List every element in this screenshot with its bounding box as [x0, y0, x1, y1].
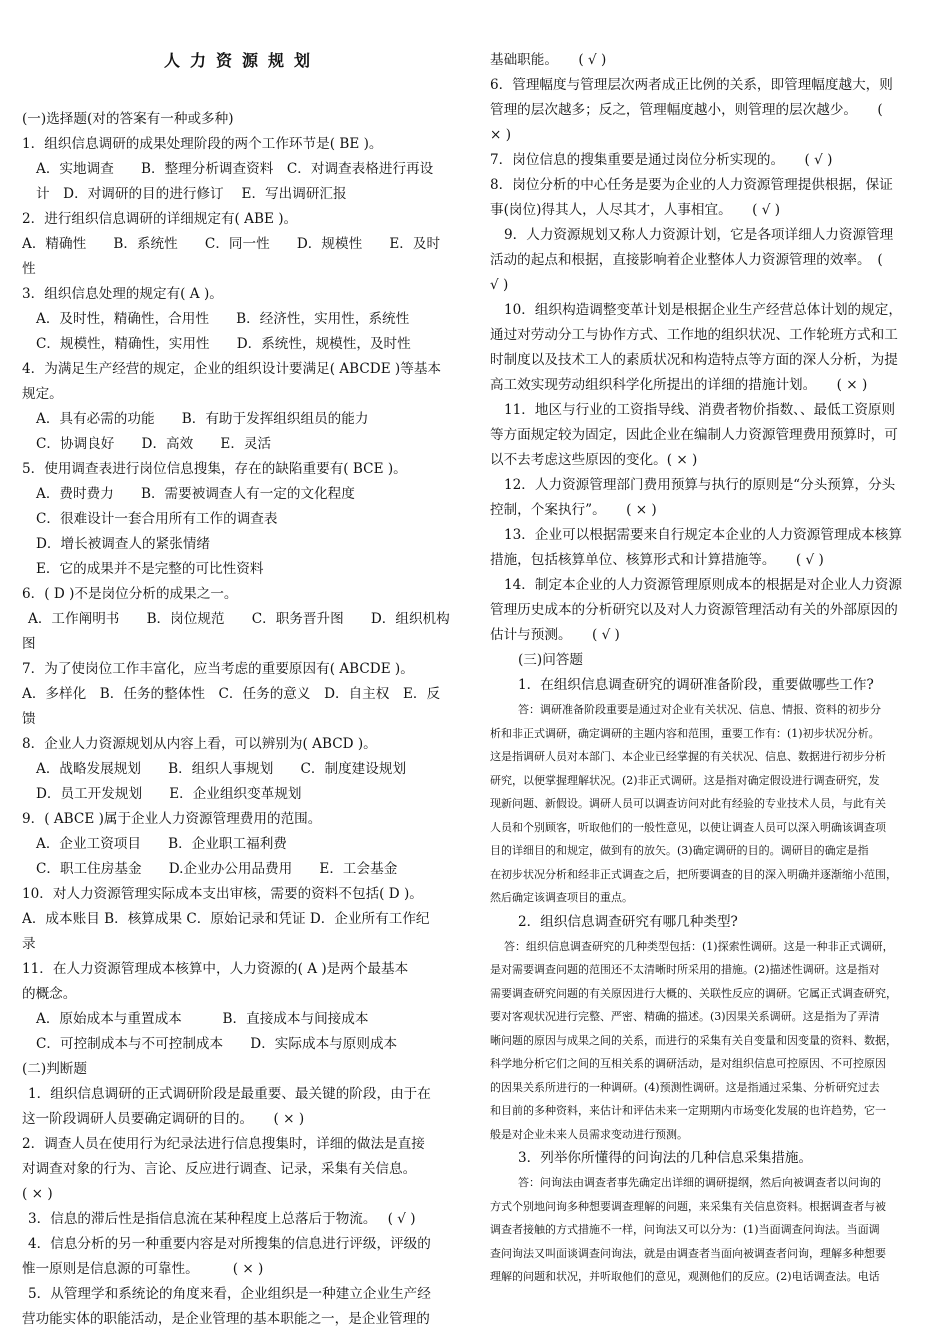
text-line: 图: [22, 636, 36, 652]
answer-text-line: 在初步状况分析和经非正式调查之后，把所要调查的目的深入明确并逐渐缩小范围，: [490, 867, 897, 881]
text-line: A．实地调查 B．整理分析调查资料 C．对调查表格进行再设: [36, 161, 434, 177]
text-line: 时制度以及技术工人的素质状况和构造特点等方面的深人分析，为提: [490, 352, 898, 368]
text-line: [22, 82, 462, 107]
text-line: A．具有必需的功能 B．有助于发挥组织组员的能力: [36, 411, 369, 427]
text-line: 11．在人力资源管理成本核算中，人力资源的( A )是两个最基本: [22, 961, 409, 977]
answer-text-line: 理解的问题和状况，并听取他们的意见，观测他们的反应。(2)电话调查法。电话: [490, 1270, 880, 1283]
answer-text-line: 现新问题、新假设。调研人员可以调查访问对此有经验的专业技术人员，与此有关: [490, 797, 886, 810]
text-line: A．及时性，精确性，合用性 B．经济性，实用性，系统性: [36, 311, 410, 327]
text-line: 惟一原则是信息源的可靠性。 ( × ): [22, 1261, 264, 1277]
text-line: ( × ): [22, 1186, 53, 1202]
text-line: 10．组织构造调整变革计划是根据企业生产经营总体计划的规定，: [504, 302, 902, 318]
text-line: 对调查对象的行为、言论、反应进行调查、记录，采集有关信息。: [22, 1161, 417, 1177]
text-line: 估计与预测。 ( √ ): [490, 627, 620, 643]
text-line: 通过对劳动分工与协作方式、工作地的组织状况、工作轮班方式和工: [490, 327, 898, 343]
text-line: C．协调良好 D．高效 E．灵活: [36, 436, 272, 452]
text-line: 13．企业可以根据需要来自行规定本企业的人力资源管理成本核算: [504, 527, 902, 543]
text-line: 以不去考虑这些原因的变化。( × ): [490, 452, 698, 468]
answer-text-line: 的因果关系所进行的一种调研。(4)预测性调研。这是指通过采集、分析研究过去: [490, 1080, 880, 1094]
text-line: C．规模性，精确性，实用性 D．系统性，规模性，及时性: [36, 336, 411, 352]
answer-text-line: 析和非正式调研，确定调研的主题内容和范围，重要工作有：(1)初步状况分析。: [490, 726, 880, 740]
text-line: 2．进行组织信息调研的详细规定有( ABE )。: [22, 211, 298, 227]
answer-text-line: 晰问题的原因与成果之间的关系，而进行的采集有关自变量和因变量的资料、数据，: [490, 1033, 897, 1047]
text-line: 的概念。: [22, 986, 77, 1002]
text-line: √ ): [490, 277, 509, 293]
text-line: 7．岗位信息的搜集重要是通过岗位分析实现的。 ( √ ): [490, 152, 833, 168]
text-line: 2．组织信息调查研究有哪几种类型?: [518, 913, 738, 930]
text-line: 9．人力资源规划又称人力资源计划，它是各项详细人力资源管理: [504, 227, 894, 243]
answer-text-line: 和目前的多种资料，来估计和评估未来一定期期内市场变化发展的也许趋势，它一: [490, 1104, 886, 1117]
answer-text-line: 然后确定该调查项目的重点。: [490, 891, 633, 904]
text-line: E．它的成果并不是完整的可比性资料: [36, 561, 264, 577]
right-text-block: [490, 48, 930, 1289]
text-line: 事(岗位)得其人，人尽其才，人事相宜。 ( √ ): [490, 202, 780, 218]
text-line: 10．对人力资源管理实际成本支出审核，需要的资料不包括( D )。: [22, 886, 423, 902]
text-line: 11．地区与行业的工资指导线、消费者物价指数、、最低工资原则: [504, 402, 896, 418]
text-line: 5．从管理学和系统论的角度来看，企业组织是一种建立企业生产经: [28, 1286, 431, 1302]
left-column: [22, 44, 462, 1332]
answer-text-line: 研究，以便掌握理解状况。(2)非正式调研。这是指对确定假设进行调查研究，发: [490, 773, 880, 787]
text-line: × ): [490, 127, 512, 143]
text-line: 1．组织信息调研的正式调研阶段是最重要、最关键的阶段，由于在: [28, 1086, 431, 1102]
text-line: 1．组织信息调研的成果处理阶段的两个工作环节是( BE )。: [22, 136, 383, 152]
text-line: 馈: [22, 711, 36, 727]
text-line: 高工效实现劳动组织科学化所提出的详细的措施计划。 ( × ): [490, 377, 868, 393]
answer-text-line: 答：调研准备阶段重要是通过对企业有关状况、信息、情报、资料的初步分: [518, 703, 881, 716]
text-line: 12．人力资源管理部门费用预算与执行的原则是“分头预算，分头: [504, 477, 896, 493]
answer-text-line: 答：问询法由调查者事先确定出详细的调研提纲，然后向被调查者以问询的: [518, 1176, 881, 1189]
answer-text-line: 人员和个别顾客，听取他们的一般性意见，以使让调查人员可以深入明确该调查项: [490, 820, 886, 834]
text-line: (三)问答题: [518, 652, 583, 668]
text-line: D．增长被调查人的紧张情绪: [36, 536, 211, 552]
text-line: A．战略发展规划 B．组织人事规划 C．制度建设规划: [36, 761, 407, 777]
answer-text-line: 要对客观状况进行完整、严密、精确的描述。(3)因果关系调研。这是指为了弄清: [490, 1010, 880, 1023]
page-title: 人力资源规划: [163, 51, 320, 70]
text-line: 录: [22, 936, 36, 952]
text-line: A．原始成本与重置成本 B．直接成本与间接成本: [36, 1011, 369, 1027]
text-line: 1．在组织信息调查研究的调研准备阶段，重要做哪些工作?: [518, 677, 874, 693]
answer-text-line: 般是对企业未来人员需求变动进行预测。: [490, 1127, 688, 1141]
answer-text-line: 目的详细目的和规定，做到有的放矢。(3)确定调研的目的。调研目的确定是指: [490, 844, 869, 857]
text-line: 基础职能。 ( √ ): [490, 52, 607, 68]
text-line: 8．企业人力资源规划从内容上看，可以辨别为( ABCD )。: [22, 736, 377, 752]
text-line: 规定。: [22, 386, 63, 402]
text-line: 控制，个案执行”。 ( × ): [490, 502, 657, 518]
text-line: 等方面规定较为固定，因此企业在编制人力资源管理费用预算时，可: [490, 427, 898, 443]
text-line: 营功能实体的职能活动，是企业管理的基本职能之一，是企业管理的: [22, 1311, 430, 1327]
text-line: 6．( D )不是岗位分析的成果之一。: [22, 586, 238, 602]
answer-text-line: 需要调查研究问题的有关原因进行大概的、关联性反应的调研。它属正式调查研究，: [490, 986, 897, 1000]
text-line: 4．信息分析的另一种重要内容是对所搜集的信息进行评级，评级的: [28, 1236, 431, 1252]
text-line: 4．为满足生产经营的规定，企业的组织设计要满足( ABCDE )等基本: [22, 361, 442, 377]
text-line: A．多样化 B．任务的整体性 C．任务的意义 D．自主权 E．反: [22, 686, 441, 702]
left-text-block: [22, 82, 462, 1332]
text-line: A．精确性 B．系统性 C．同一性 D．规模性 E．及时: [22, 236, 441, 252]
text-line: 这一阶段调研人员要确定调研的目的。 ( × ): [22, 1111, 305, 1127]
text-line: A．费时费力 B．需要被调查人有一定的文化程度: [36, 486, 355, 502]
text-line: A．企业工资项目 B．企业职工福利费: [36, 836, 287, 852]
answer-text-line: 是对需要调查问题的范围还不太清晰时所采用的措施。(2)描述性调研。这是指对: [490, 963, 880, 976]
text-line: 性: [22, 261, 36, 277]
text-line: 8．岗位分析的中心任务是要为企业的人力资源管理提供根据，保证: [490, 177, 893, 193]
answer-text-line: 方式个别地问询多种想要调查理解的问题，来采集有关信息资料。根据调查者与被: [490, 1199, 886, 1213]
text-line: 9．( ABCE )属于企业人力资源管理费用的范围。: [22, 811, 322, 827]
text-line: D．员工开发规划 E．企业组织变革规划: [36, 786, 302, 802]
answer-text-line: 查问询法又叫面谈调查问询法，就是由调查者当面向被调查者问询，理解多种想要: [490, 1246, 886, 1260]
text-line: 措施，包括核算单位、核算形式和计算措施等。 ( √ ): [490, 552, 824, 568]
text-line: C．职工住房基金 D.企业办公用品费用 E．工会基金: [36, 861, 398, 877]
text-line: 5．使用调查表进行岗位信息搜集，存在的缺陷重要有( BCE )。: [22, 461, 407, 477]
text-line: 管理历史成本的分析研究以及对人力资源管理活动有关的外部原因的: [490, 602, 898, 618]
text-line: 计 D．对调研的目的进行修订 E．写出调研汇报: [36, 186, 347, 202]
text-line: 3．信息的滞后性是指信息流在某种程度上总落后于物流。 ( √ ): [28, 1211, 416, 1227]
text-line: 3．组织信息处理的规定有( A )。: [22, 286, 223, 302]
text-line: 14．制定本企业的人力资源管理原则成本的根据是对企业人力资源: [504, 577, 902, 593]
text-line: 管理的层次越多；反之，管理幅度越小，则管理的层次越少。 (: [490, 102, 883, 118]
text-line: (二)判断题: [22, 1061, 87, 1077]
text-line: A．工作阐明书 B．岗位规范 C．职务晋升图 D．组织机构: [28, 611, 450, 627]
text-line: C．可控制成本与不可控制成本 D．实际成本与原则成本: [36, 1036, 398, 1052]
text-line: 3．列举你所懂得的问询法的几种信息采集措施。: [518, 1150, 813, 1166]
text-line: 活动的起点和根据，直接影响着企业整体人力资源管理的效率。 (: [490, 252, 883, 268]
answer-text-line: 这是指调研人员对本部门、本企业已经掌握的有关状况、信息、数据进行初步分析: [490, 750, 886, 763]
answer-text-line: 答：组织信息调查研究的几种类型包括：(1)探索性调研。这是一种非正式调研，: [504, 939, 894, 953]
text-line: 2．调查人员在使用行为纪录法进行信息搜集时，详细的做法是直接: [22, 1136, 425, 1152]
text-line: A．成本账目 B．核算成果 C．原始记录和凭证 D．企业所有工作纪: [22, 911, 430, 927]
answer-text-line: 科学地分析它们之间的互相关系的调研活动，是对组织信息可控原因、不可控原因: [490, 1057, 886, 1070]
right-column: [490, 48, 930, 1289]
text-line: (一)选择题(对的答案有一种或多种): [22, 111, 234, 127]
text-line: C．很难设计一套合用所有工作的调查表: [36, 511, 278, 527]
text-line: 6．管理幅度与管理层次两者成正比例的关系，即管理幅度越大，则: [490, 77, 893, 93]
answer-text-line: 调查者接触的方式措施不一样，问询法又可以分为：(1)当面调查问询法。当面调: [490, 1223, 880, 1236]
text-line: 7．为了使岗位工作丰富化，应当考虑的重要原因有( ABCDE )。: [22, 661, 414, 677]
